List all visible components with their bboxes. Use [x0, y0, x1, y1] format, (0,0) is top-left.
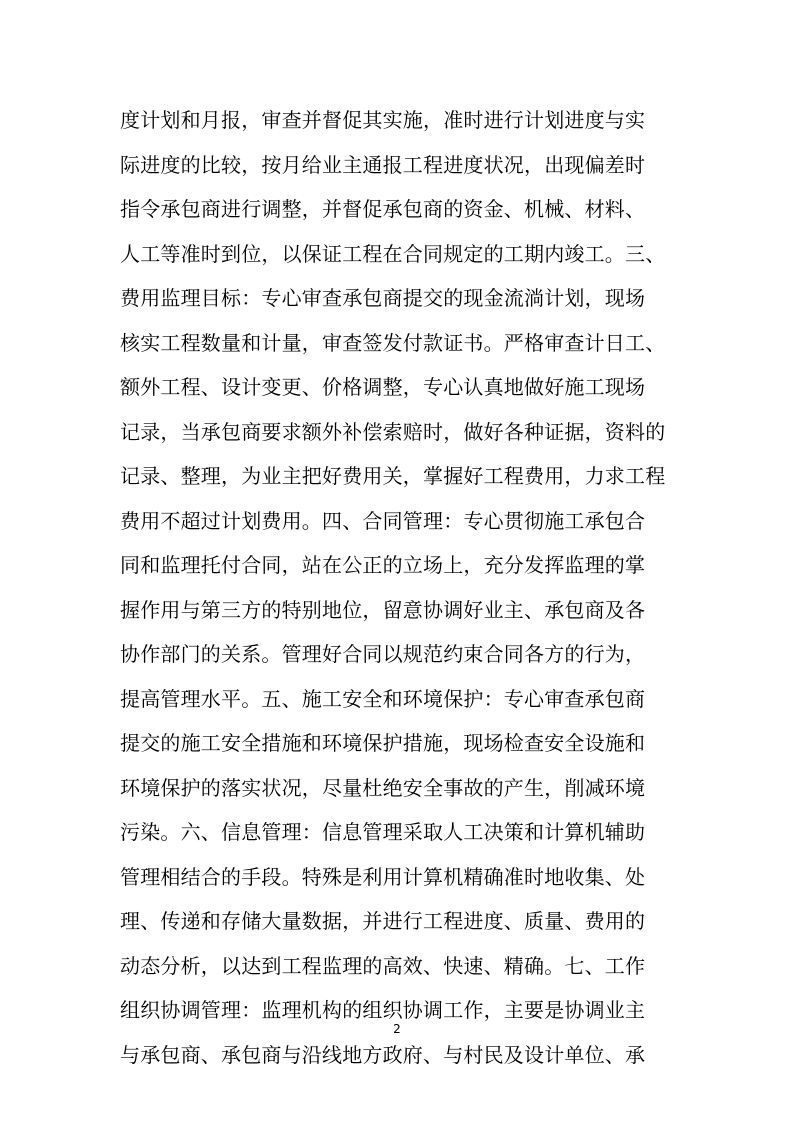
- text-line: 与承包商、承包商与沿线地方政府、与村民及设计单位、承: [120, 1042, 646, 1067]
- text-line: 额外工程、设计变更、价格调整，专心认真地做好施工现场: [120, 375, 646, 399]
- text-line: 记录，当承包商要求额外补偿索赔时，做好各种证据，资料的: [120, 419, 666, 444]
- text-line: 污染。六、信息管理：信息管理采取人工决策和计算机辅助: [120, 820, 646, 844]
- page-number: 2: [393, 1022, 401, 1036]
- text-line: 度计划和月报，审查并督促其实施，准时进行计划进度与实: [120, 108, 646, 132]
- text-line: 费用不超过计划费用。四、合同管理：专心贯彻施工承包合: [120, 508, 646, 533]
- text-line: 理、传递和存储大量数据，并进行工程进度、质量、费用的: [120, 909, 646, 933]
- text-line: 费用监理目标：专心审查承包商提交的现金流淌计划，现场: [120, 286, 646, 310]
- text-line: 际进度的比较，按月给业主通报工程进度状况，出现偏差时: [120, 152, 646, 177]
- text-line: 环境保护的落实状况，尽量杜绝安全事故的产生，削减环境: [120, 775, 646, 800]
- text-line: 动态分析，以达到工程监理的高效、快速、精确。七、工作: [120, 953, 646, 978]
- text-line: 管理相结合的手段。特殊是利用计算机精确准时地收集、处: [120, 864, 646, 889]
- text-line: 协作部门的关系。管理好合同以规范约束合同各方的行为，: [120, 642, 646, 666]
- text-line: 提交的施工安全措施和环境保护措施，现场检查安全设施和: [120, 731, 646, 755]
- body-text: [120, 98, 680, 1077]
- text-line: 组织协调管理：监理机构的组织协调工作，主要是协调业主: [120, 998, 646, 1022]
- text-line: 提高管理水平。五、施工安全和环境保护：专心审查承包商: [120, 686, 646, 711]
- text-line: 记录、整理，为业主把好费用关，掌握好工程费用，力求工程: [120, 464, 666, 488]
- text-line: 同和监理托付合同，站在公正的立场上，充分发挥监理的掌: [120, 553, 646, 577]
- text-line: 握作用与第三方的特别地位，留意协调好业主、承包商及各: [120, 597, 646, 622]
- text-line: 指令承包商进行调整，并督促承包商的资金、机械、材料、: [120, 197, 646, 221]
- text-line: 人工等准时到位，以保证工程在合同规定的工期内竣工。三、: [120, 241, 666, 266]
- text-line: 核实工程数量和计量，审查签发付款证书。严格审查计日工、: [120, 330, 666, 355]
